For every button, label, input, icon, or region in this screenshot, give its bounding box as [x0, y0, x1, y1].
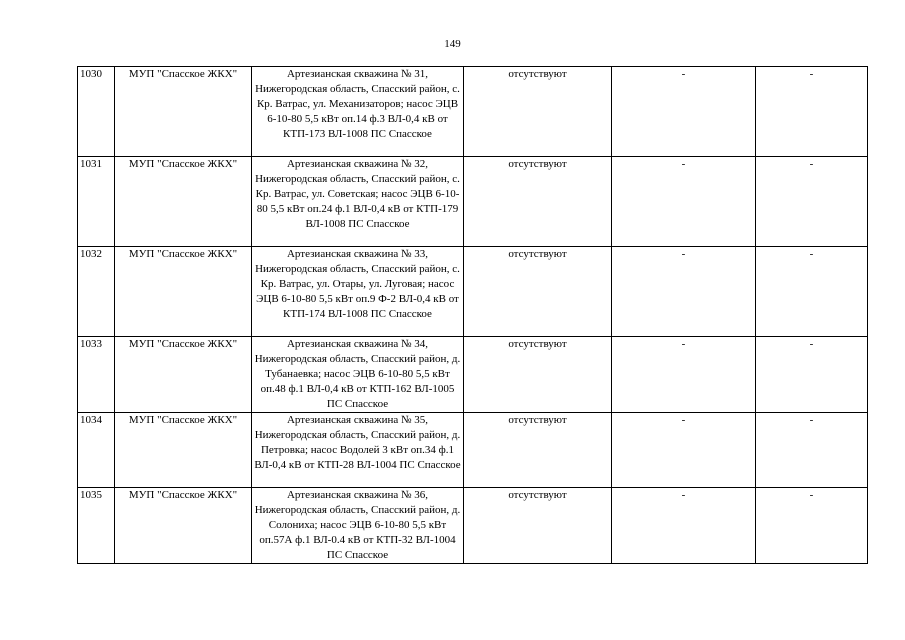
row-number-cell: 1032 [78, 247, 115, 337]
column-6-cell: - [756, 67, 868, 157]
table-row [78, 488, 868, 564]
column-5-cell: - [612, 337, 756, 413]
table-row [78, 67, 868, 157]
column-6-cell: - [756, 488, 868, 564]
organization-cell: МУП "Спасское ЖКХ" [115, 337, 252, 413]
row-number-cell: 1031 [78, 157, 115, 247]
status-cell: отсутствуют [464, 337, 612, 413]
column-6-cell: - [756, 337, 868, 413]
column-6-cell: - [756, 413, 868, 488]
object-description-cell: Артезианская скважина № 31, Нижегородская область, Спасский район, с. Кр. Ватрас, ул. Механизаторов; насос ЭЦВ 6-10-80 5,5 кВт оп.14 ф.3 ВЛ-0,4 кВ от КТП-173 ВЛ-1008 ПС Спасское [252, 67, 464, 157]
row-number-cell: 1034 [78, 413, 115, 488]
row-number-cell: 1033 [78, 337, 115, 413]
object-description-cell: Артезианская скважина № 32, Нижегородская область, Спасский район, с. Кр. Ватрас, ул. Советская; насос ЭЦВ 6-10-80 5,5 кВт оп.24 ф.1 ВЛ-0,4 кВ от КТП-179 ВЛ-1008 ПС Спасское [252, 157, 464, 247]
table-row [78, 247, 868, 337]
table-row [78, 337, 868, 413]
object-description-cell: Артезианская скважина № 34, Нижегородская область, Спасский район, д. Тубанаевка; насос ЭЦВ 6-10-80 5,5 кВт оп.48 ф.1 ВЛ-0,4 кВ от КТП-162 ВЛ-1005 ПС Спасское [252, 337, 464, 413]
organization-cell: МУП "Спасское ЖКХ" [115, 67, 252, 157]
column-5-cell: - [612, 413, 756, 488]
status-cell: отсутствуют [464, 67, 612, 157]
organization-cell: МУП "Спасское ЖКХ" [115, 488, 252, 564]
status-cell: отсутствуют [464, 488, 612, 564]
facilities-table [77, 66, 868, 564]
table-row [78, 413, 868, 488]
organization-cell: МУП "Спасское ЖКХ" [115, 247, 252, 337]
row-number-cell: 1035 [78, 488, 115, 564]
column-6-cell: - [756, 247, 868, 337]
table-row [78, 157, 868, 247]
object-description-cell: Артезианская скважина № 33, Нижегородская область, Спасский район, с. Кр. Ватрас, ул. Отары, ул. Луговая; насос ЭЦВ 6-10-80 5,5 кВт оп.9 Ф-2 ВЛ-0,4 кВ от КТП-174 ВЛ-1008 ПС Спасское [252, 247, 464, 337]
column-5-cell: - [612, 67, 756, 157]
row-number-cell: 1030 [78, 67, 115, 157]
status-cell: отсутствуют [464, 413, 612, 488]
column-6-cell: - [756, 157, 868, 247]
object-description-cell: Артезианская скважина № 36, Нижегородская область, Спасский район, д. Солониха; насос ЭЦВ 6-10-80 5,5 кВт оп.57А ф.1 ВЛ-0.4 кВ от КТП-32 ВЛ-1004 ПС Спасское [252, 488, 464, 564]
column-5-cell: - [612, 157, 756, 247]
column-5-cell: - [612, 247, 756, 337]
object-description-cell: Артезианская скважина № 35, Нижегородская область, Спасский район, д. Петровка; насос Водолей 3 кВт оп.34 ф.1 ВЛ-0,4 кВ от КТП-28 ВЛ-1004 ПС Спасское [252, 413, 464, 488]
organization-cell: МУП "Спасское ЖКХ" [115, 157, 252, 247]
status-cell: отсутствуют [464, 247, 612, 337]
column-5-cell: - [612, 488, 756, 564]
organization-cell: МУП "Спасское ЖКХ" [115, 413, 252, 488]
status-cell: отсутствуют [464, 157, 612, 247]
page-number: 149 [444, 38, 461, 50]
